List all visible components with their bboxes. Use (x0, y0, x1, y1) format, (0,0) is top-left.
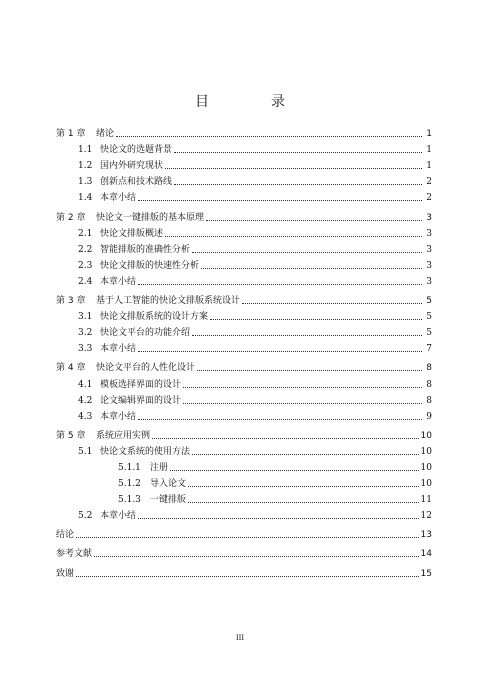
table-of-contents (56, 124, 432, 580)
toc-entry-page: 8 (426, 395, 432, 406)
toc-entry-page: 15 (420, 568, 432, 579)
toc-dot-leader (116, 136, 422, 137)
toc-entry-title: 模板选择界面的设计 (100, 379, 182, 390)
toc-entry-number: 4.1 (78, 379, 93, 390)
toc-entry-title: 国内外研究现状 (100, 161, 164, 172)
toc-dot-leader (138, 518, 419, 519)
toc-chapter-entry[interactable] (56, 525, 432, 541)
toc-entry-title: 快论文排版概述 (100, 228, 164, 239)
toc-entry-number: 2.2 (78, 244, 93, 255)
toc-entry-title: 快论文平台的功能介绍 (100, 328, 191, 339)
toc-section-entry[interactable] (56, 272, 432, 288)
toc-entry-page: 3 (426, 228, 432, 239)
toc-dot-leader (152, 438, 419, 439)
toc-dot-leader (242, 303, 422, 304)
toc-entry-number: 1.1 (78, 145, 93, 156)
toc-dot-leader (170, 470, 419, 471)
toc-entry-title: 系统应用实例 (96, 430, 151, 441)
toc-dot-leader (210, 319, 422, 320)
toc-entry-number: 3.1 (78, 312, 93, 323)
toc-chapter-entry[interactable] (56, 207, 432, 223)
toc-section-entry[interactable] (56, 172, 432, 188)
page-title: 目 录 (195, 94, 309, 110)
toc-section-entry[interactable] (56, 224, 432, 240)
toc-entry-title: 参考文献 (56, 549, 93, 560)
toc-entry-number: 1.2 (78, 161, 93, 172)
toc-entry-title: 本章小结 (100, 276, 137, 287)
toc-entry-title: 快论文排版的快速性分析 (100, 260, 200, 271)
toc-section-entry[interactable] (56, 156, 432, 172)
toc-entry-title: 论文编辑界面的设计 (100, 395, 182, 406)
toc-section-entry[interactable] (56, 407, 432, 423)
toc-entry-title: 基于人工智能的快论文排版系统设计 (96, 296, 241, 307)
toc-entry-number: 第 2 章 (56, 212, 86, 223)
toc-chapter-entry[interactable] (56, 426, 432, 442)
toc-section-entry[interactable] (56, 506, 432, 522)
toc-dot-leader (165, 236, 422, 237)
toc-entry-page: 1 (426, 161, 432, 172)
toc-entry-page: 10 (420, 462, 432, 473)
toc-dot-leader (206, 220, 422, 221)
toc-dot-leader (138, 200, 422, 201)
toc-section-entry[interactable] (56, 256, 432, 272)
toc-entry-title: 快论文平台的人性化设计 (96, 363, 196, 374)
toc-entry-title: 导入论文 (150, 479, 187, 490)
toc-entry-page: 5 (426, 312, 432, 323)
toc-entry-page: 1 (426, 129, 432, 140)
toc-entry-number: 5.1 (78, 446, 93, 457)
toc-entry-page: 13 (420, 530, 432, 541)
toc-entry-page: 14 (420, 549, 432, 560)
toc-entry-number: 5.2 (78, 511, 93, 522)
toc-entry-title: 快论文一键排版的基本原理 (96, 212, 205, 223)
toc-entry-page: 3 (426, 244, 432, 255)
toc-section-entry[interactable] (56, 188, 432, 204)
page-number: III (235, 634, 245, 642)
toc-entry-title: 本章小结 (100, 411, 137, 422)
toc-entry-title: 绪论 (96, 129, 115, 140)
toc-section-entry[interactable] (56, 374, 432, 390)
toc-chapter-entry[interactable] (56, 124, 432, 140)
toc-entry-page: 12 (420, 511, 432, 522)
toc-entry-page: 10 (420, 479, 432, 490)
toc-dot-leader (138, 351, 422, 352)
toc-dot-leader (192, 454, 419, 455)
toc-subsection-entry[interactable] (56, 474, 432, 490)
toc-entry-title: 快论文的选题背景 (100, 145, 173, 156)
toc-entry-title: 致谢 (56, 568, 75, 579)
toc-entry-title: 快论文排版系统的设计方案 (100, 312, 209, 323)
toc-dot-leader (188, 502, 419, 503)
toc-dot-leader (188, 486, 419, 487)
toc-entry-page: 1 (426, 145, 432, 156)
toc-dot-leader (174, 152, 422, 153)
toc-entry-title: 注册 (150, 462, 169, 473)
toc-dot-leader (165, 168, 422, 169)
toc-entry-number: 第 3 章 (56, 296, 86, 307)
toc-entry-page: 3 (426, 212, 432, 223)
toc-entry-page: 10 (420, 446, 432, 457)
toc-entry-page: 5 (426, 296, 432, 307)
toc-entry-number: 3.3 (78, 344, 93, 355)
toc-entry-number: 2.3 (78, 260, 93, 271)
toc-entry-number: 2.1 (78, 228, 93, 239)
toc-chapter-entry[interactable] (56, 358, 432, 374)
toc-dot-leader (76, 537, 419, 538)
toc-dot-leader (94, 556, 419, 557)
toc-entry-title: 一键排版 (150, 495, 187, 506)
toc-chapter-entry[interactable] (56, 563, 432, 579)
toc-dot-leader (183, 387, 422, 388)
toc-entry-title: 结论 (56, 530, 75, 541)
toc-dot-leader (192, 335, 422, 336)
toc-entry-page: 8 (426, 379, 432, 390)
toc-section-entry[interactable] (56, 442, 432, 458)
toc-entry-number: 4.3 (78, 411, 93, 422)
toc-chapter-entry[interactable] (56, 291, 432, 307)
toc-entry-number: 5.1.3 (118, 495, 141, 506)
toc-entry-number: 3.2 (78, 328, 93, 339)
toc-dot-leader (201, 268, 422, 269)
toc-dot-leader (76, 576, 419, 577)
toc-entry-number: 4.2 (78, 395, 93, 406)
toc-entry-title: 本章小结 (100, 344, 137, 355)
toc-entry-title: 智能排版的准确性分析 (100, 244, 191, 255)
toc-entry-page: 2 (426, 193, 432, 204)
toc-entry-number: 1.3 (78, 177, 93, 188)
toc-entry-page: 11 (420, 495, 432, 506)
toc-entry-title: 本章小结 (100, 193, 137, 204)
toc-dot-leader (192, 252, 422, 253)
toc-entry-number: 5.1.2 (118, 479, 141, 490)
toc-entry-number: 第 5 章 (56, 430, 86, 441)
toc-entry-number: 2.4 (78, 276, 93, 287)
toc-section-entry[interactable] (56, 307, 432, 323)
toc-section-entry[interactable] (56, 339, 432, 355)
toc-entry-title: 快论文系统的使用方法 (100, 446, 191, 457)
toc-entry-page: 8 (426, 363, 432, 374)
toc-entry-page: 3 (426, 276, 432, 287)
toc-entry-title: 创新点和技术路线 (100, 177, 173, 188)
toc-entry-page: 7 (426, 344, 432, 355)
toc-section-entry[interactable] (56, 391, 432, 407)
toc-subsection-entry[interactable] (56, 458, 432, 474)
toc-subsection-entry[interactable] (56, 490, 432, 506)
toc-dot-leader (197, 370, 422, 371)
toc-entry-number: 第 4 章 (56, 363, 86, 374)
toc-dot-leader (174, 184, 422, 185)
toc-entry-number: 5.1.1 (118, 462, 141, 473)
toc-dot-leader (138, 284, 422, 285)
toc-dot-leader (138, 419, 422, 420)
toc-entry-page: 2 (426, 177, 432, 188)
toc-section-entry[interactable] (56, 323, 432, 339)
toc-entry-page: 5 (426, 328, 432, 339)
toc-section-entry[interactable] (56, 240, 432, 256)
toc-entry-title: 本章小结 (100, 511, 137, 522)
toc-section-entry[interactable] (56, 140, 432, 156)
toc-chapter-entry[interactable] (56, 544, 432, 560)
toc-entry-page: 10 (420, 430, 432, 441)
toc-entry-page: 9 (426, 411, 432, 422)
toc-dot-leader (183, 403, 422, 404)
toc-entry-page: 3 (426, 260, 432, 271)
toc-entry-number: 第 1 章 (56, 129, 86, 140)
toc-entry-number: 1.4 (78, 193, 93, 204)
